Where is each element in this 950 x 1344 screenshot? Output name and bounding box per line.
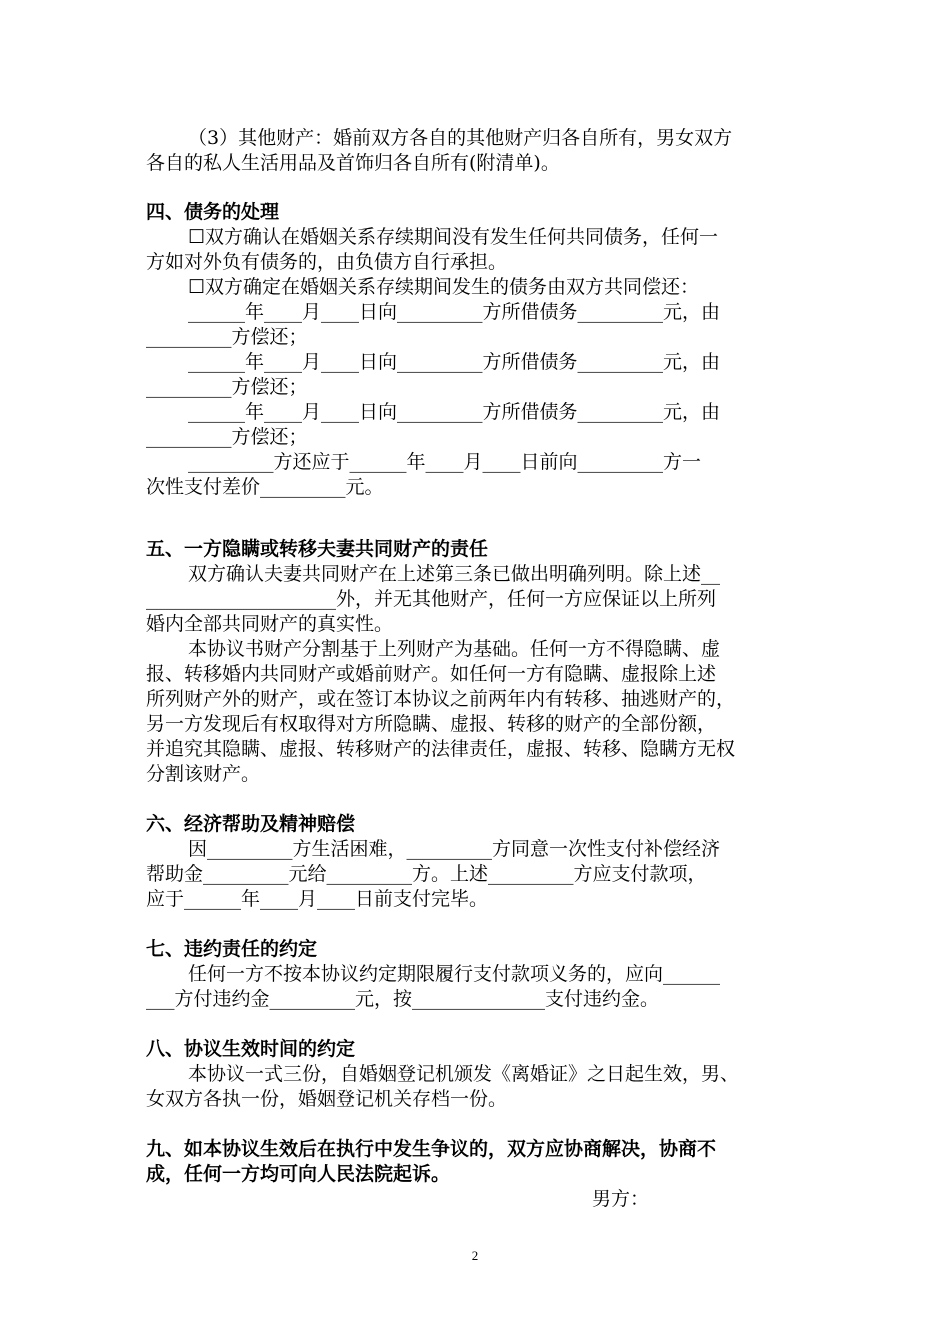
text-line: 各自的私人生活用品及首饰归各自所有(附清单)。 [146,152,560,174]
text-line: 所列财产外的财产，或在签订本协议之前两年内有转移、抽逃财产的， [146,688,736,710]
text-line: 另一方发现后有权取得对方所隐瞒、虚报、转移的财产的全部份额， [146,713,717,735]
section-heading: 六、经济帮助及精神赔偿 [146,813,356,835]
blank-line: _________方还应于______年____月____日前向_________方一 [188,451,702,473]
text-line: 应于______年____月____日前支付完毕。 [146,888,489,910]
text-line: 婚内全部共同财产的真实性。 [146,613,394,635]
checkbox-line: ☐双方确定在婚姻关系存续期间发生的债务由双方共同偿还： [188,276,700,298]
text-line: 并追究其隐瞒、虚报、转移财产的法律责任，虚报、转移、隐瞒方无权 [146,738,736,760]
signature-label-male: 男方： [592,1188,650,1210]
blank-line: ______年____月____日向_________方所借债务_________元，由 [188,301,721,323]
text-line: 方如对外负有债务的，由负债方自行承担。 [146,251,508,273]
section-heading: 八、协议生效时间的约定 [146,1038,356,1060]
checkbox-line: ☐双方确认在婚姻关系存续期间没有发生任何共同债务，任何一 [188,226,719,248]
text-line: 本协议书财产分割基于上列财产为基础。任何一方不得隐瞒、虚 [188,638,721,660]
blank-line: 次性支付差价_________元。 [146,476,384,498]
text-line: 任何一方不按本协议约定期限履行支付款项义务的，应向______ [188,963,721,985]
section-heading: 四、债务的处理 [146,201,280,223]
blank-line: _________方偿还； [146,426,308,448]
blank-line: ______年____月____日向_________方所借债务_________元，由 [188,401,721,423]
text-line: 本协议一式三份，自婚姻登记机颁发《离婚证》之日起生效，男、 [188,1063,740,1085]
blank-line: _________方偿还； [146,326,308,348]
blank-line: _________方偿还； [146,376,308,398]
text-line: 双方确认夫妻共同财产在上述第三条已做出明确列明。除上述__ [188,563,721,585]
text-line: ___方付违约金_________元，按______________支付违约金。 [146,988,660,1010]
section-heading: 五、一方隐瞒或转移夫妻共同财产的责任 [146,538,489,560]
text-line: （3）其他财产：婚前双方各自的其他财产归各自所有，男女双方 [188,127,733,149]
text-line: ____________________外，并无其他财产，任何一方应保证以上所列 [146,588,717,610]
page-number: 2 [471,1248,479,1263]
text-line: 因_________方生活困难，_________方同意一次性支付补偿经济 [188,838,721,860]
blank-line: ______年____月____日向_________方所借债务_________元，由 [188,351,721,373]
section-heading: 成，任何一方均可向人民法院起诉。 [146,1163,451,1185]
section-heading: 七、违约责任的约定 [146,938,318,960]
text-line: 帮助金_________元给_________方。上述_________方应支付款项， [146,863,707,885]
section-heading: 九、如本协议生效后在执行中发生争议的，双方应协商解决，协商不 [146,1138,717,1160]
text-line: 分割该财产。 [146,763,261,785]
text-line: 女双方各执一份，婚姻登记机关存档一份。 [146,1088,508,1110]
text-line: 报、转移婚内共同财产或婚前财产。如任何一方有隐瞒、虚报除上述 [146,663,717,685]
